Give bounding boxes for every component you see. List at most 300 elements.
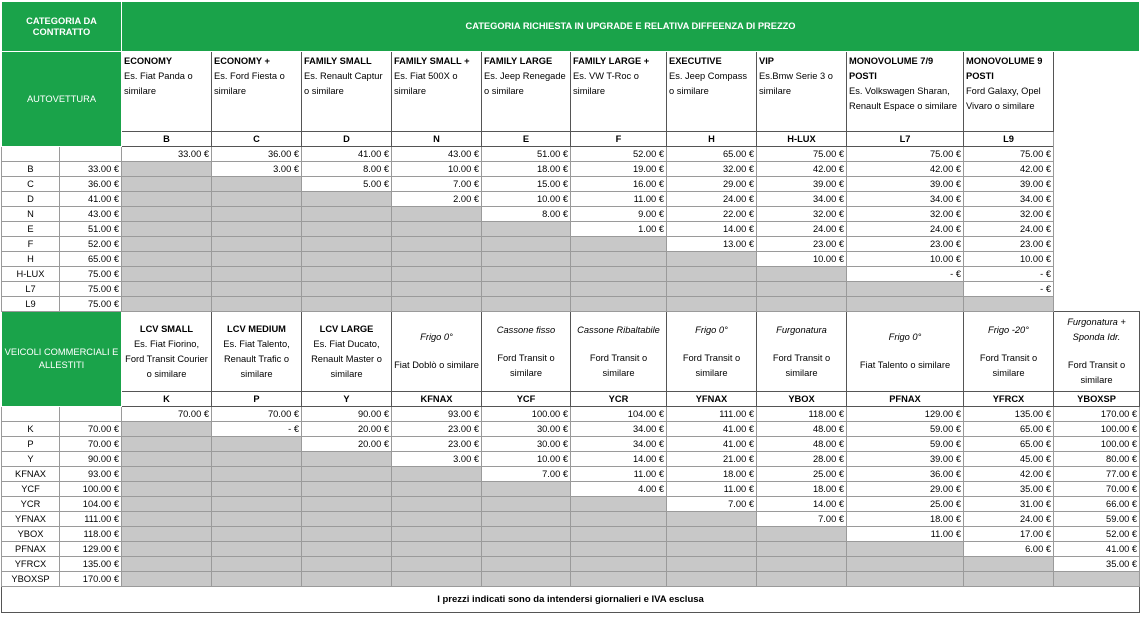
unavailable-cell bbox=[122, 512, 212, 527]
unavailable-cell bbox=[392, 267, 482, 282]
car-codes-row bbox=[2, 132, 1140, 147]
unavailable-cell bbox=[122, 452, 212, 467]
upgrade-price-cell: 5.00 € bbox=[302, 177, 392, 192]
van-category-desc: Fiat Doblò o similare bbox=[394, 360, 479, 370]
van-price-row bbox=[2, 527, 1140, 542]
unavailable-cell bbox=[212, 452, 302, 467]
upgrade-price-cell: 23.00 € bbox=[392, 437, 482, 452]
unavailable-cell bbox=[212, 572, 302, 587]
car-category-cell bbox=[757, 52, 847, 132]
van-price-row bbox=[2, 482, 1140, 497]
car-category-desc: Es. Fiat Panda o similare bbox=[124, 71, 193, 96]
unavailable-cell bbox=[847, 542, 964, 557]
car-category-desc: Es. Fiat 500X o similare bbox=[394, 71, 458, 96]
unavailable-cell bbox=[392, 252, 482, 267]
car-category-price: 33.00 € bbox=[122, 147, 212, 162]
unavailable-cell bbox=[212, 177, 302, 192]
upgrade-price-cell: 6.00 € bbox=[964, 542, 1054, 557]
upgrade-price-cell: 29.00 € bbox=[667, 177, 757, 192]
unavailable-cell bbox=[122, 542, 212, 557]
unavailable-cell bbox=[212, 282, 302, 297]
upgrade-price-cell: 23.00 € bbox=[392, 422, 482, 437]
unavailable-cell bbox=[482, 527, 571, 542]
car-price-row bbox=[2, 162, 1140, 177]
van-category-cell bbox=[392, 312, 482, 392]
unavailable-cell bbox=[212, 467, 302, 482]
van-price-row bbox=[2, 422, 1140, 437]
unavailable-cell bbox=[122, 297, 212, 312]
unavailable-cell bbox=[302, 482, 392, 497]
unavailable-cell bbox=[392, 297, 482, 312]
van-category-code: PFNAX bbox=[847, 392, 964, 407]
van-category-price: 70.00 € bbox=[122, 407, 212, 422]
unavailable-cell bbox=[392, 222, 482, 237]
unavailable-cell bbox=[757, 527, 847, 542]
unavailable-cell bbox=[212, 527, 302, 542]
upgrade-price-cell: 1.00 € bbox=[571, 222, 667, 237]
row-base-price: 70.00 € bbox=[60, 422, 122, 437]
unavailable-cell bbox=[482, 297, 571, 312]
van-price-row bbox=[2, 572, 1140, 587]
upgrade-price-cell: 52.00 € bbox=[1054, 527, 1140, 542]
row-base-price: 33.00 € bbox=[60, 162, 122, 177]
unavailable-cell bbox=[757, 572, 847, 587]
upgrade-price-cell: 10.00 € bbox=[847, 252, 964, 267]
car-category-cell bbox=[847, 52, 964, 132]
upgrade-price-cell: 32.00 € bbox=[964, 207, 1054, 222]
upgrade-price-cell: 13.00 € bbox=[667, 237, 757, 252]
car-category-name: ECONOMY + bbox=[214, 56, 270, 66]
upgrade-price-cell: 80.00 € bbox=[1054, 452, 1140, 467]
van-price-row bbox=[2, 437, 1140, 452]
row-code: L7 bbox=[2, 282, 60, 297]
upgrade-price-cell: 42.00 € bbox=[847, 162, 964, 177]
car-category-desc: Es. Ford Fiesta o similare bbox=[214, 71, 285, 96]
car-category-cell bbox=[964, 52, 1054, 132]
van-category-cell bbox=[847, 312, 964, 392]
unavailable-cell bbox=[667, 267, 757, 282]
row-base-price: 170.00 € bbox=[60, 572, 122, 587]
car-category-cell bbox=[212, 52, 302, 132]
upgrade-price-cell: 16.00 € bbox=[571, 177, 667, 192]
van-category-code: P bbox=[212, 392, 302, 407]
van-category-name: Frigo -20° bbox=[988, 324, 1029, 335]
upgrade-price-cell: 35.00 € bbox=[964, 482, 1054, 497]
car-category-code: L7 bbox=[847, 132, 964, 147]
upgrade-price-cell: 41.00 € bbox=[1054, 542, 1140, 557]
car-category-cell bbox=[571, 52, 667, 132]
upgrade-price-cell: 65.00 € bbox=[964, 422, 1054, 437]
row-base-price: 118.00 € bbox=[60, 527, 122, 542]
upgrade-price-cell: 25.00 € bbox=[847, 497, 964, 512]
row-base-price: 75.00 € bbox=[60, 297, 122, 312]
van-category-code: YBOX bbox=[757, 392, 847, 407]
unavailable-cell bbox=[482, 267, 571, 282]
van-category-name: LCV LARGE bbox=[319, 323, 374, 334]
unavailable-cell bbox=[482, 482, 571, 497]
row-base-price: 41.00 € bbox=[60, 192, 122, 207]
unavailable-cell bbox=[667, 527, 757, 542]
van-category-desc: Es. Fiat Ducato, Renault Master o similare bbox=[311, 338, 382, 379]
row-base-price: 51.00 € bbox=[60, 222, 122, 237]
unavailable-cell bbox=[302, 497, 392, 512]
unavailable-cell bbox=[212, 497, 302, 512]
van-categories-row bbox=[2, 312, 1140, 392]
row-code: N bbox=[2, 207, 60, 222]
van-category-price: 70.00 € bbox=[212, 407, 302, 422]
unavailable-cell bbox=[571, 297, 667, 312]
upgrade-price-cell: 11.00 € bbox=[571, 467, 667, 482]
car-category-name: EXECUTIVE bbox=[669, 56, 722, 66]
upgrade-price-cell: 24.00 € bbox=[964, 222, 1054, 237]
unavailable-cell bbox=[122, 437, 212, 452]
upgrade-price-cell: 11.00 € bbox=[667, 482, 757, 497]
upgrade-price-cell: - € bbox=[964, 282, 1054, 297]
unavailable-cell bbox=[302, 512, 392, 527]
unavailable-cell bbox=[212, 237, 302, 252]
unavailable-cell bbox=[392, 467, 482, 482]
upgrade-price-cell: 24.00 € bbox=[757, 222, 847, 237]
row-code: YFRCX bbox=[2, 557, 60, 572]
upgrade-price-cell: 31.00 € bbox=[964, 497, 1054, 512]
van-category-code: YFNAX bbox=[667, 392, 757, 407]
van-category-name: Frigo 0° bbox=[888, 332, 922, 342]
car-category-price: 51.00 € bbox=[482, 147, 571, 162]
row-base-price: 36.00 € bbox=[60, 177, 122, 192]
van-section-label: VEICOLI COMMERCIALI E ALLESTITI bbox=[2, 312, 122, 407]
unavailable-cell bbox=[757, 267, 847, 282]
row-code: L9 bbox=[2, 297, 60, 312]
van-category-code: KFNAX bbox=[392, 392, 482, 407]
upgrade-price-cell: 17.00 € bbox=[964, 527, 1054, 542]
car-price-row bbox=[2, 207, 1140, 222]
van-category-desc: Es. Fiat Fiorino, Ford Transit Courier o similare bbox=[125, 338, 208, 379]
upgrade-price-cell: 59.00 € bbox=[847, 422, 964, 437]
car-price-row bbox=[2, 267, 1140, 282]
van-category-code: YBOXSP bbox=[1054, 392, 1140, 407]
upgrade-price-cell: 11.00 € bbox=[847, 527, 964, 542]
upgrade-price-cell: 11.00 € bbox=[571, 192, 667, 207]
unavailable-cell bbox=[571, 527, 667, 542]
unavailable-cell bbox=[667, 557, 757, 572]
unavailable-cell bbox=[122, 207, 212, 222]
upgrade-price-cell: 10.00 € bbox=[757, 252, 847, 267]
upgrade-price-cell: 4.00 € bbox=[571, 482, 667, 497]
van-category-cell bbox=[122, 312, 212, 392]
van-price-row bbox=[2, 557, 1140, 572]
van-category-price: 104.00 € bbox=[571, 407, 667, 422]
upgrade-price-cell: 14.00 € bbox=[757, 497, 847, 512]
row-base-price: 135.00 € bbox=[60, 557, 122, 572]
van-category-code: YFRCX bbox=[964, 392, 1054, 407]
spacer-cell bbox=[1054, 207, 1140, 222]
row-code: PFNAX bbox=[2, 542, 60, 557]
van-category-cell bbox=[964, 312, 1054, 392]
unavailable-cell bbox=[392, 207, 482, 222]
car-category-code: N bbox=[392, 132, 482, 147]
unavailable-cell bbox=[392, 237, 482, 252]
van-category-desc: Ford Transit o similare bbox=[1067, 360, 1126, 385]
row-code: Y bbox=[2, 452, 60, 467]
upgrade-price-cell: 42.00 € bbox=[757, 162, 847, 177]
unavailable-cell bbox=[212, 297, 302, 312]
row-code: B bbox=[2, 162, 60, 177]
car-category-name: ECONOMY bbox=[124, 56, 173, 66]
upgrade-price-cell: 42.00 € bbox=[964, 467, 1054, 482]
upgrade-price-cell: 18.00 € bbox=[482, 162, 571, 177]
unavailable-cell bbox=[302, 282, 392, 297]
unavailable-cell bbox=[302, 467, 392, 482]
van-category-name: Frigo 0° bbox=[420, 332, 453, 342]
van-category-code: Y bbox=[302, 392, 392, 407]
upgrade-price-cell: 30.00 € bbox=[482, 422, 571, 437]
unavailable-cell bbox=[302, 267, 392, 282]
car-category-price: 36.00 € bbox=[212, 147, 302, 162]
upgrade-price-cell: 41.00 € bbox=[667, 437, 757, 452]
spacer-cell bbox=[1054, 297, 1140, 312]
van-category-name: Cassone fisso bbox=[496, 324, 556, 335]
upgrade-price-cell: 28.00 € bbox=[757, 452, 847, 467]
van-category-cell bbox=[757, 312, 847, 392]
car-category-cell bbox=[667, 52, 757, 132]
upgrade-price-cell: 7.00 € bbox=[392, 177, 482, 192]
unavailable-cell bbox=[212, 252, 302, 267]
unavailable-cell bbox=[122, 482, 212, 497]
upgrade-price-cell: 18.00 € bbox=[757, 482, 847, 497]
unavailable-cell bbox=[571, 267, 667, 282]
unavailable-cell bbox=[847, 282, 964, 297]
van-category-price: 90.00 € bbox=[302, 407, 392, 422]
row-base-price: 93.00 € bbox=[60, 467, 122, 482]
van-price-row bbox=[2, 452, 1140, 467]
upgrade-price-cell: 25.00 € bbox=[757, 467, 847, 482]
unavailable-cell bbox=[392, 282, 482, 297]
upgrade-price-cell: 18.00 € bbox=[847, 512, 964, 527]
car-category-code: B bbox=[122, 132, 212, 147]
car-category-name: FAMILY SMALL + bbox=[394, 56, 470, 66]
car-category-code: F bbox=[571, 132, 667, 147]
car-price-row bbox=[2, 282, 1140, 297]
upgrade-price-cell: 20.00 € bbox=[302, 437, 392, 452]
upgrade-price-cell: 3.00 € bbox=[212, 162, 302, 177]
row-code: P bbox=[2, 437, 60, 452]
unavailable-cell bbox=[667, 572, 757, 587]
upgrade-price-cell: 34.00 € bbox=[757, 192, 847, 207]
unavailable-cell bbox=[122, 192, 212, 207]
unavailable-cell bbox=[302, 557, 392, 572]
upgrade-price-table bbox=[1, 1, 1140, 613]
van-category-name: Frigo 0° bbox=[695, 324, 728, 335]
row-code: YFNAX bbox=[2, 512, 60, 527]
unavailable-cell bbox=[757, 542, 847, 557]
unavailable-cell bbox=[571, 542, 667, 557]
unavailable-cell bbox=[122, 572, 212, 587]
van-price-row bbox=[2, 497, 1140, 512]
row-code: D bbox=[2, 192, 60, 207]
upgrade-price-cell: - € bbox=[847, 267, 964, 282]
unavailable-cell bbox=[302, 542, 392, 557]
van-category-cell bbox=[482, 312, 571, 392]
requested-category-header: CATEGORIA RICHIESTA IN UPGRADE E RELATIVA DIFFEENZA DI PREZZO bbox=[122, 2, 1140, 52]
car-category-cell bbox=[122, 52, 212, 132]
row-base-price: 129.00 € bbox=[60, 542, 122, 557]
van-category-name: Cassone Ribaltabile bbox=[577, 324, 660, 335]
unavailable-cell bbox=[302, 572, 392, 587]
upgrade-price-cell: 100.00 € bbox=[1054, 437, 1140, 452]
upgrade-price-cell: 100.00 € bbox=[1054, 422, 1140, 437]
unavailable-cell bbox=[847, 572, 964, 587]
upgrade-price-cell: 3.00 € bbox=[392, 452, 482, 467]
van-category-price: 100.00 € bbox=[482, 407, 571, 422]
unavailable-cell bbox=[571, 282, 667, 297]
upgrade-price-cell: 30.00 € bbox=[482, 437, 571, 452]
van-category-name: Furgonatura bbox=[776, 324, 827, 335]
row-base-price: 75.00 € bbox=[60, 282, 122, 297]
unavailable-cell bbox=[392, 512, 482, 527]
empty-cell bbox=[60, 147, 122, 162]
unavailable-cell bbox=[212, 222, 302, 237]
upgrade-price-cell: 19.00 € bbox=[571, 162, 667, 177]
upgrade-price-cell: 42.00 € bbox=[964, 162, 1054, 177]
unavailable-cell bbox=[212, 557, 302, 572]
upgrade-price-cell: 7.00 € bbox=[482, 467, 571, 482]
car-category-code: L9 bbox=[964, 132, 1054, 147]
car-price-row bbox=[2, 297, 1140, 312]
upgrade-price-cell: 10.00 € bbox=[482, 192, 571, 207]
car-price-row bbox=[2, 192, 1140, 207]
car-category-price: 75.00 € bbox=[847, 147, 964, 162]
car-price-row bbox=[2, 222, 1140, 237]
spacer-cell bbox=[1054, 222, 1140, 237]
car-price-row bbox=[2, 177, 1140, 192]
car-category-desc: Es. Jeep Compass o similare bbox=[669, 71, 748, 96]
upgrade-price-cell: 9.00 € bbox=[571, 207, 667, 222]
unavailable-cell bbox=[302, 192, 392, 207]
van-category-cell bbox=[212, 312, 302, 392]
car-category-name: FAMILY LARGE bbox=[484, 56, 553, 66]
row-base-price: 104.00 € bbox=[60, 497, 122, 512]
car-price-row bbox=[2, 237, 1140, 252]
unavailable-cell bbox=[122, 527, 212, 542]
upgrade-price-cell: 10.00 € bbox=[392, 162, 482, 177]
unavailable-cell bbox=[122, 177, 212, 192]
upgrade-price-cell: 34.00 € bbox=[847, 192, 964, 207]
van-category-price: 111.00 € bbox=[667, 407, 757, 422]
van-category-desc: Ford Transit o similare bbox=[772, 352, 831, 378]
unavailable-cell bbox=[212, 542, 302, 557]
car-category-cell bbox=[302, 52, 392, 132]
van-price-row bbox=[2, 512, 1140, 527]
row-code: E bbox=[2, 222, 60, 237]
upgrade-price-cell: 8.00 € bbox=[482, 207, 571, 222]
unavailable-cell bbox=[571, 237, 667, 252]
upgrade-price-cell: 14.00 € bbox=[571, 452, 667, 467]
car-category-cell bbox=[392, 52, 482, 132]
car-category-price: 75.00 € bbox=[964, 147, 1054, 162]
van-category-desc: Es. Fiat Talento, Renault Trafic o similare bbox=[223, 338, 290, 379]
unavailable-cell bbox=[122, 162, 212, 177]
unavailable-cell bbox=[571, 572, 667, 587]
car-category-name: VIP bbox=[759, 56, 774, 66]
upgrade-price-cell: 48.00 € bbox=[757, 437, 847, 452]
upgrade-price-cell: 77.00 € bbox=[1054, 467, 1140, 482]
unavailable-cell bbox=[482, 282, 571, 297]
unavailable-cell bbox=[392, 557, 482, 572]
van-category-desc: Ford Transit o similare bbox=[682, 352, 741, 378]
unavailable-cell bbox=[482, 557, 571, 572]
unavailable-cell bbox=[482, 497, 571, 512]
upgrade-price-cell: 32.00 € bbox=[847, 207, 964, 222]
row-code: F bbox=[2, 237, 60, 252]
upgrade-price-cell: 70.00 € bbox=[1054, 482, 1140, 497]
van-category-price: 170.00 € bbox=[1054, 407, 1140, 422]
unavailable-cell bbox=[212, 192, 302, 207]
unavailable-cell bbox=[302, 297, 392, 312]
car-category-name: FAMILY SMALL bbox=[304, 56, 372, 66]
car-category-price: 65.00 € bbox=[667, 147, 757, 162]
unavailable-cell bbox=[302, 222, 392, 237]
spacer-cell bbox=[1054, 237, 1140, 252]
unavailable-cell bbox=[482, 512, 571, 527]
unavailable-cell bbox=[212, 267, 302, 282]
van-category-name: LCV SMALL bbox=[139, 323, 194, 334]
car-category-cell bbox=[482, 52, 571, 132]
upgrade-price-cell: 15.00 € bbox=[482, 177, 571, 192]
spacer-cell bbox=[1054, 282, 1140, 297]
upgrade-price-cell: 29.00 € bbox=[847, 482, 964, 497]
van-category-cell bbox=[667, 312, 757, 392]
van-category-code: YCR bbox=[571, 392, 667, 407]
van-category-code: K bbox=[122, 392, 212, 407]
row-base-price: 90.00 € bbox=[60, 452, 122, 467]
spacer-cell bbox=[1054, 52, 1140, 162]
van-category-name: Furgonatura + Sponda Idr. bbox=[1067, 317, 1126, 342]
upgrade-price-cell: 65.00 € bbox=[964, 437, 1054, 452]
upgrade-price-cell: 10.00 € bbox=[964, 252, 1054, 267]
van-category-desc: Ford Transit o similare bbox=[589, 352, 648, 378]
unavailable-cell bbox=[392, 482, 482, 497]
upgrade-price-cell: 8.00 € bbox=[302, 162, 392, 177]
unavailable-cell bbox=[302, 252, 392, 267]
spacer-cell bbox=[1054, 267, 1140, 282]
upgrade-price-cell: 59.00 € bbox=[847, 437, 964, 452]
unavailable-cell bbox=[122, 222, 212, 237]
upgrade-price-cell: 20.00 € bbox=[302, 422, 392, 437]
unavailable-cell bbox=[392, 497, 482, 512]
upgrade-price-cell: 34.00 € bbox=[571, 422, 667, 437]
upgrade-price-cell: 41.00 € bbox=[667, 422, 757, 437]
car-category-desc: Es. Renault Captur o similare bbox=[304, 71, 383, 96]
upgrade-price-cell: - € bbox=[964, 267, 1054, 282]
row-base-price: 43.00 € bbox=[60, 207, 122, 222]
unavailable-cell bbox=[122, 422, 212, 437]
unavailable-cell bbox=[122, 282, 212, 297]
upgrade-price-cell: 32.00 € bbox=[757, 207, 847, 222]
unavailable-cell bbox=[847, 297, 964, 312]
unavailable-cell bbox=[571, 512, 667, 527]
car-category-price: 75.00 € bbox=[757, 147, 847, 162]
header-row bbox=[2, 2, 1140, 52]
car-price-row bbox=[2, 252, 1140, 267]
unavailable-cell bbox=[571, 497, 667, 512]
van-price-row bbox=[2, 467, 1140, 482]
upgrade-price-cell: 24.00 € bbox=[847, 222, 964, 237]
spacer-cell bbox=[1054, 177, 1140, 192]
car-category-code: D bbox=[302, 132, 392, 147]
car-category-code: H-LUX bbox=[757, 132, 847, 147]
unavailable-cell bbox=[482, 572, 571, 587]
car-category-price: 52.00 € bbox=[571, 147, 667, 162]
